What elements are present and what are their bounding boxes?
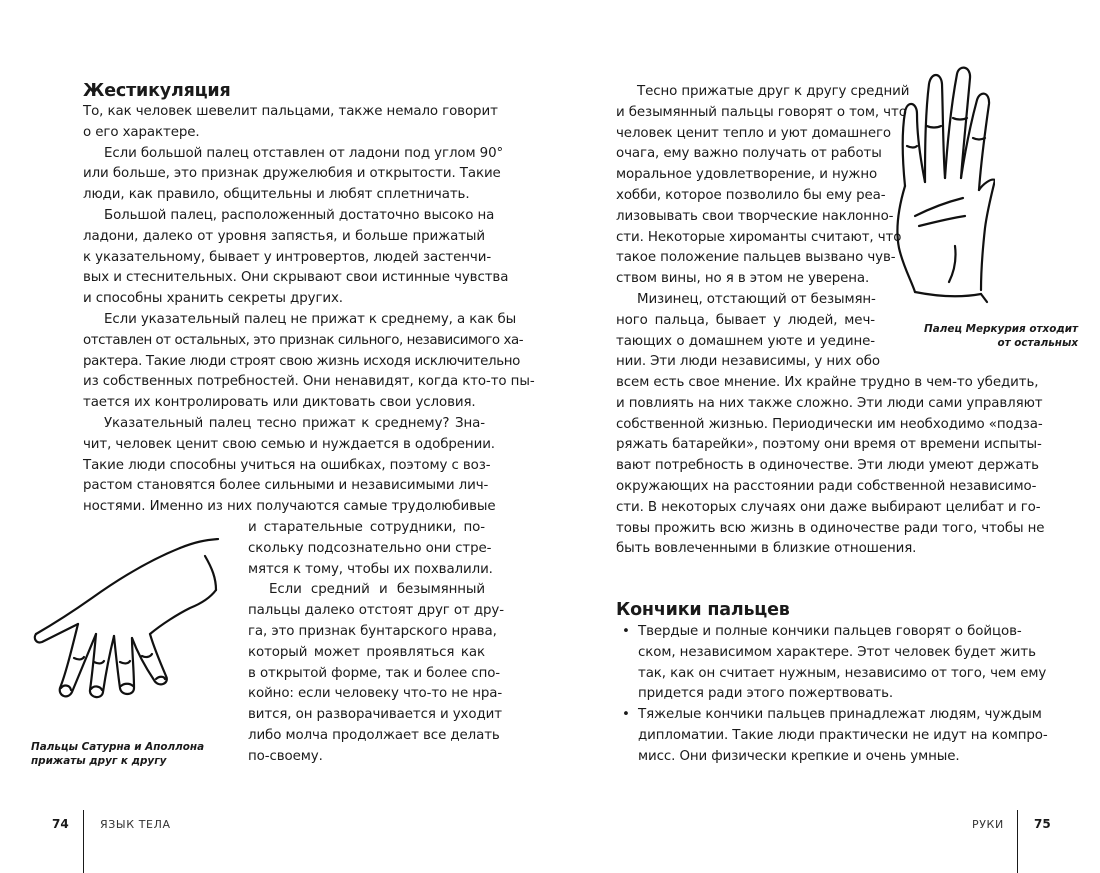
text-line: мисс. Они физически крепкие и очень умные.: [638, 748, 960, 764]
footer-divider: [83, 810, 84, 873]
text-line: тается их контролировать или диктовать свои условия.: [83, 395, 476, 411]
text-line: либо молча продолжает все делать: [248, 727, 500, 743]
text-line: вают потребность в одиночестве. Эти люди умеют держать: [616, 458, 1039, 474]
text-line: сти. В некоторых случаях они даже выбирают целибат и го-: [616, 499, 1041, 515]
caption-line: Пальцы Сатурна и Аполлона: [31, 741, 205, 753]
text-line: тающих о домашнем уюте и уедине-: [616, 333, 875, 349]
text-line: ряжать батарейки», поэтому они время от времени испыты-: [616, 437, 1042, 453]
text-line: отставлен от остальных, это признак сильного, независимого ха-: [83, 332, 524, 348]
text-line: растом становятся более сильными и независимыми лич-: [83, 478, 489, 494]
page-number: 74: [52, 817, 69, 831]
text-line: собственной жизнью. Периодически им необходимо «подза-: [616, 416, 1043, 432]
text-line: и безымянный пальцы говорят о том, что: [616, 104, 907, 120]
bullet-marker: •: [622, 624, 630, 639]
text-line: быть вовлеченными в близкие отношения.: [616, 541, 917, 557]
text-line: или больше, это признак дружелюбия и открытости. Такие: [83, 166, 501, 182]
right-page: [550, 0, 1100, 873]
figure-caption-right: [924, 322, 1078, 350]
text-line: по-своему.: [248, 748, 323, 764]
text-line: ством вины, но я в этом не уверена.: [616, 271, 870, 287]
caption-line: прижаты друг к другу: [31, 755, 167, 767]
right-main-text: [616, 373, 1045, 560]
text-line: и способны хранить секреты других.: [83, 291, 343, 307]
footer-divider: [1017, 810, 1018, 873]
text-line: скольку подсознательно они стре-: [248, 540, 492, 556]
bullet-item: [622, 622, 1047, 705]
section-heading-gesticulation: Жестикуляция: [83, 81, 231, 101]
caption-line: Палец Меркурия отходит: [924, 323, 1079, 335]
text-line: в открытой форме, так и более спо-: [248, 665, 501, 681]
text-line: окружающих на расстоянии ради собственной независимо-: [616, 478, 1037, 494]
text-line: дипломатии. Такие люди практически не идут на компро-: [638, 727, 1048, 743]
text-line: Большой палец, расположенный достаточно высоко на: [104, 207, 495, 223]
left-main-text: [83, 102, 535, 518]
text-line: То, как человек шевелит пальцами, также немало говорит: [83, 104, 498, 119]
running-head: ЯЗЫК ТЕЛА: [100, 818, 171, 831]
text-line: Если указательный палец не прижат к среднему, а как бы: [104, 311, 517, 327]
right-narrow-text: [616, 82, 910, 373]
text-line: очага, ему важно получать от работы: [616, 146, 882, 162]
text-line: о его характере.: [83, 124, 200, 140]
left-narrow-text: [248, 518, 504, 768]
bullet-item: [622, 705, 1048, 767]
hand-fingers-together-illustration: [30, 538, 235, 703]
text-line: га, это признак бунтарского нрава,: [248, 623, 497, 639]
text-line: люди, как правило, общительны и любят сплетничать.: [83, 187, 470, 203]
text-line: и старательные сотрудники, по-: [248, 520, 485, 535]
text-line: придется ради этого пожертвовать.: [638, 686, 894, 702]
text-line: Тяжелые кончики пальцев принадлежат людям, чуждым: [638, 707, 1042, 723]
text-line: вых и стеснительных. Они скрывают свои истинные чувства: [83, 270, 509, 286]
figure-caption-left: [31, 740, 204, 768]
text-line: так, как он считает нужным, независимо от того, чем ему: [638, 665, 1047, 681]
text-line: и повлиять на них также сложно. Эти люди сами управляют: [616, 395, 1043, 411]
section-heading-fingertips: Кончики пальцев: [616, 600, 790, 620]
text-line: вится, он разворачивается и уходит: [248, 707, 502, 723]
text-line: Если средний и безымянный: [269, 582, 485, 598]
text-line: ного пальца, бывает у людей, меч-: [616, 312, 875, 328]
text-line: рактера. Такие люди строят свою жизнь исходя исключительно: [83, 353, 520, 369]
text-line: Такие люди способны учиться на ошибках, поэтому с воз-: [83, 457, 491, 473]
text-line: сти. Некоторые хироманты считают, что: [616, 229, 902, 245]
text-line: мятся к тому, чтобы их похвалили.: [248, 561, 493, 577]
text-line: всем есть свое мнение. Их крайне трудно в чем-то убедить,: [616, 375, 1039, 390]
running-head: РУКИ: [972, 818, 1004, 831]
text-line: Твердые и полные кончики пальцев говорят о бойцов-: [638, 624, 1022, 639]
page-number: 75: [1034, 817, 1051, 831]
text-line: такое положение пальцев вызвано чув-: [616, 250, 896, 266]
text-line: Указательный палец тесно прижат к среднему? Зна-: [104, 415, 485, 431]
text-line: моральное удовлетворение, и нужно: [616, 167, 878, 183]
text-line: который может проявляться как: [248, 644, 485, 660]
bullet-list: [622, 622, 1048, 768]
text-line: человек ценит тепло и уют домашнего: [616, 125, 891, 141]
text-line: ском, независимом характере. Этот человек будет жить: [638, 644, 1036, 660]
text-line: товы прожить всю жизнь в одиночестве ради того, чтобы не: [616, 520, 1045, 536]
text-line: к указательному, бывает у интровертов, людей застенчи-: [83, 249, 492, 265]
text-line: койно: если человеку что-то не нра-: [248, 686, 503, 702]
bullet-marker: •: [622, 707, 630, 723]
open-palm-pinky-apart-illustration: [895, 66, 995, 306]
text-line: чит, человек ценит свою семью и нуждается в одобрении.: [83, 436, 495, 452]
text-line: Тесно прижатые друг к другу средний: [637, 84, 910, 99]
text-line: ностями. Именно из них получаются самые трудолюбивые: [83, 499, 496, 515]
text-line: лизовывать свои творческие наклонно-: [616, 208, 894, 224]
text-line: из собственных потребностей. Они ненавидят, когда кто-то пы-: [83, 374, 535, 390]
text-line: Мизинец, отстающий от безымян-: [637, 291, 876, 307]
text-line: Если большой палец отставлен от ладони под углом 90°: [104, 145, 504, 161]
text-line: пальцы далеко отстоят друг от дру-: [248, 603, 504, 619]
text-line: ладони, далеко от уровня запястья, и больше прижатый: [83, 228, 485, 244]
text-line: хобби, которое позволило бы ему реа-: [616, 187, 886, 203]
text-line: нии. Эти люди независимы, у них обо: [616, 354, 880, 370]
caption-line: от остальных: [997, 337, 1079, 349]
